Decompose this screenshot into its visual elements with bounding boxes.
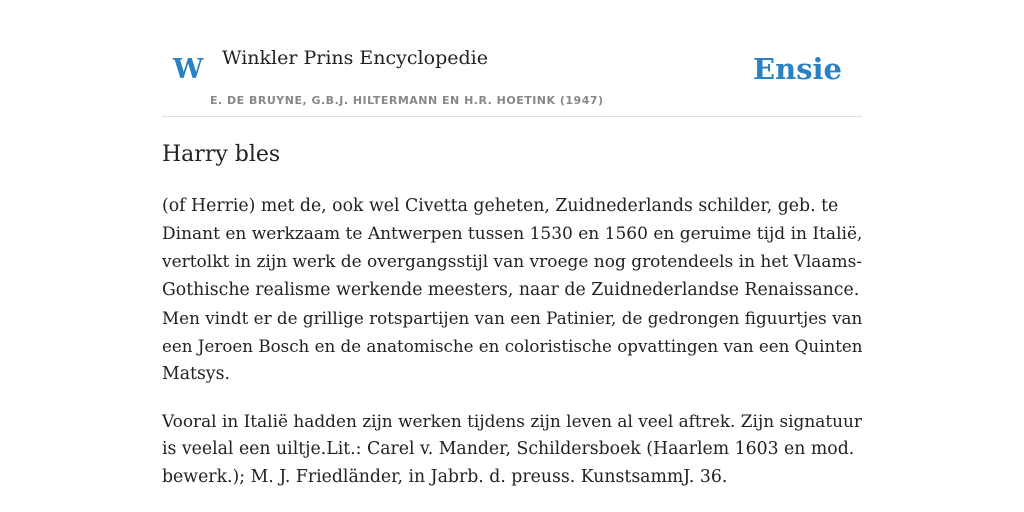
- paragraph-line: Men vindt er de grillige rotspartijen van een Patinier, de gedrongen figuurtjes van: [162, 308, 863, 328]
- paragraph-line: Gothische realisme werkende meesters, naar de Zuidnederlandse Renaissance.: [162, 280, 860, 300]
- header: [162, 0, 862, 117]
- paragraph-line: vertolkt in zijn werk de overgangsstijl van vroege nog grotendeels in het Vlaams-: [162, 252, 863, 272]
- article-paragraph-1: [162, 192, 862, 388]
- paragraph-line: is veelal een uiltje.Lit.: Carel v. Mander, Schildersboek (Haarlem 1603 en mod.: [162, 439, 855, 459]
- paragraph-line: een Jeroen Bosch en de anatomische en coloristische opvattingen van een Quinten: [162, 336, 863, 356]
- paragraph-line: Dinant en werkzaam te Antwerpen tussen 1530 en 1560 en geruime tijd in Italië,: [162, 224, 863, 244]
- paragraph-line: Matsys.: [162, 364, 230, 384]
- winkler-prins-logo[interactable]: W: [173, 54, 204, 85]
- publication-title[interactable]: Winkler Prins Encyclopedie: [222, 47, 488, 69]
- page: [162, 0, 862, 512]
- paragraph-line: bewerk.); M. J. Friedländer, in Jabrb. d. preuss. KunstsammJ. 36.: [162, 467, 728, 487]
- paragraph-line: (of Herrie) met de, ook wel Civetta geheten, Zuidnederlands schilder, geb. te: [162, 196, 839, 216]
- ensie-logo[interactable]: Ensie: [753, 52, 842, 86]
- article-paragraph-2: [162, 407, 862, 491]
- publication-authors: E. DE BRUYNE, G.B.J. HILTERMANN EN H.R. HOETINK (1947): [210, 94, 604, 107]
- paragraph-line: Vooral in Italië hadden zijn werken tijdens zijn leven al veel aftrek. Zijn signatuur: [162, 411, 862, 431]
- article-title: Harry bles: [162, 142, 281, 167]
